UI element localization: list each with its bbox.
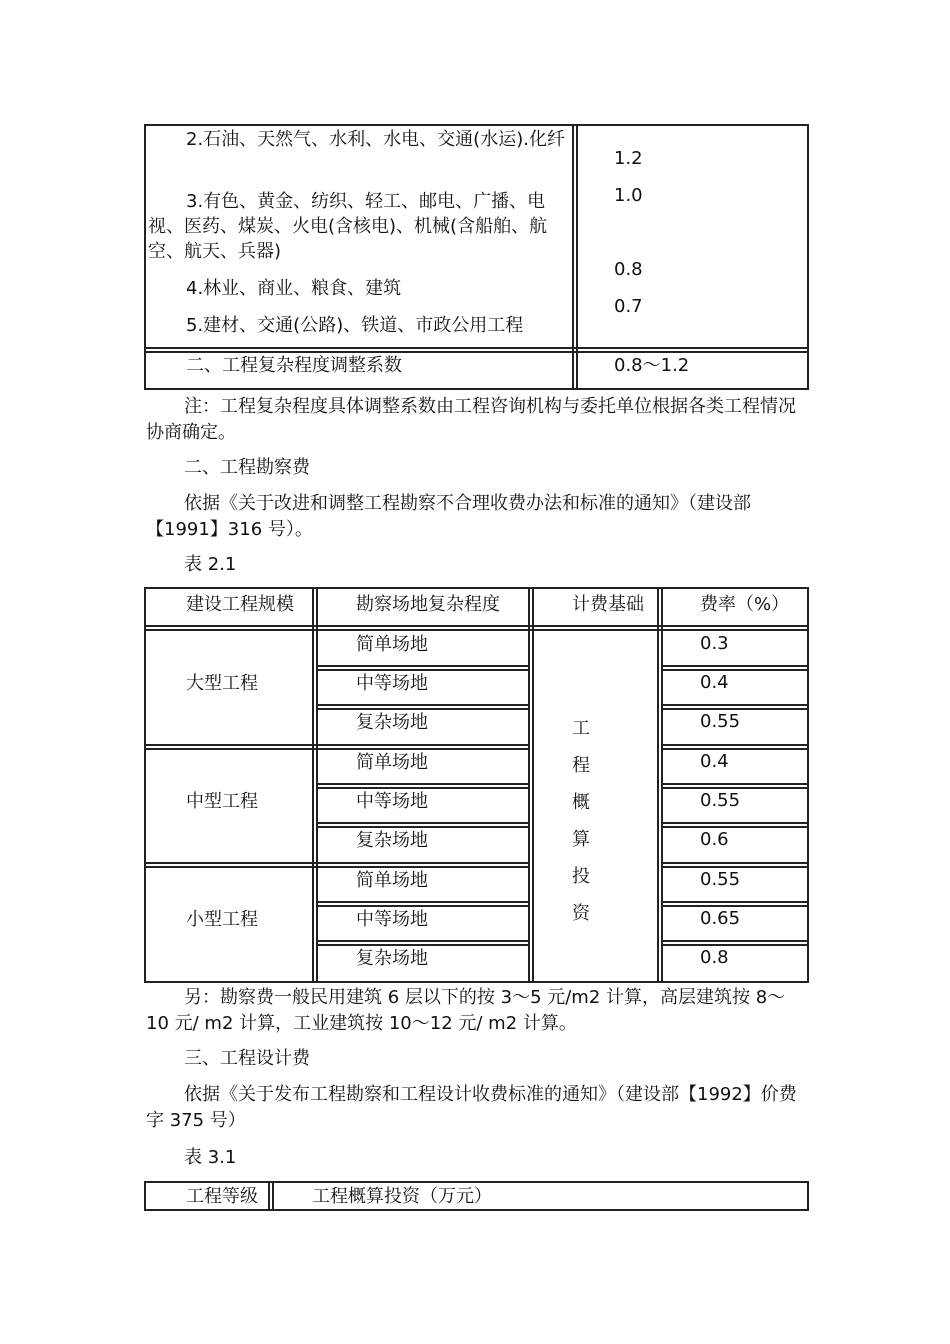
table2-basis-char: 程: [572, 755, 590, 776]
table1-footer-value: 0.8～1.2: [614, 355, 690, 376]
table2-row-divider: [661, 826, 809, 828]
table2-row-divider: [661, 704, 809, 706]
table2-site: 简单场地: [356, 752, 428, 773]
section-2-title: 二、工程勘察费: [184, 457, 310, 478]
note-1: 注：工程复杂程度具体调整系数由工程咨询机构与委托单位根据各类工程情况协商确定。: [146, 396, 796, 443]
table2-row-divider: [316, 665, 530, 667]
table2-basis-char: 工: [572, 718, 590, 739]
table2-row-divider: [316, 862, 530, 864]
table2-rate: 0.4: [700, 751, 729, 772]
note-2: 另：勘察费一般民用建筑 6 层以下的按 3～5 元/m2 计算，高层建筑按 8～10 元/ m2 计算，工业建筑按 10～12 元/ m2 计算。: [146, 987, 786, 1034]
table2-row-divider: [661, 783, 809, 785]
table2-caption: 表 2.1: [184, 554, 237, 575]
section-3-basis: 依据《关于发布工程勘察和工程设计收费标准的通知》（建设部【1992】价费字 375 号）: [146, 1084, 797, 1131]
table2-site: 中等场地: [356, 673, 428, 694]
table2-row-divider: [661, 940, 809, 942]
table1-item-2: 2.石油、天然气、水利、水电、交通(水运).化纤: [186, 129, 565, 150]
table2-row-divider: [661, 665, 809, 667]
table1-value: 1.2: [614, 148, 643, 169]
table2-scale: 中型工程: [186, 791, 258, 812]
table2-scale: 大型工程: [186, 673, 258, 694]
table1-item-4: 4.林业、商业、粮食、建筑: [186, 278, 402, 299]
table2-row-divider: [316, 940, 530, 942]
section-3-title: 三、工程设计费: [184, 1048, 310, 1069]
table1-value: 0.8: [614, 259, 643, 280]
table2-basis-char: 算: [572, 829, 590, 850]
table2-basis-char: 投: [572, 866, 590, 887]
table3-header-investment: 工程概算投资（万元）: [312, 1186, 492, 1207]
table2-row-divider: [316, 783, 530, 785]
table2-row-divider: [661, 944, 809, 946]
table2-header-scale: 建设工程规模: [186, 594, 294, 615]
table2-site: 复杂场地: [356, 712, 428, 733]
table2-row-divider: [316, 901, 530, 903]
table2-rate: 0.65: [700, 908, 741, 929]
table3-caption: 表 3.1: [184, 1147, 237, 1168]
table2-rate: 0.8: [700, 947, 729, 968]
table1-value: 0.7: [614, 296, 643, 317]
table1-item-5: 5.建材、交通(公路)、铁道、市政公用工程: [186, 315, 524, 336]
table2-site: 复杂场地: [356, 948, 428, 969]
section-2-basis: 依据《关于改进和调整工程勘察不合理收费办法和标准的通知》（建设部【1991】316 号）。: [146, 493, 751, 540]
table2-row-divider: [316, 704, 530, 706]
table2-row-divider: [661, 862, 809, 864]
table2-row-divider: [661, 744, 809, 746]
table2-row-divider: [661, 901, 809, 903]
table2-rate: 0.6: [700, 829, 729, 850]
table2-rate: 0.55: [700, 790, 741, 811]
table2-site: 中等场地: [356, 909, 428, 930]
table2-row-divider: [316, 744, 530, 746]
table2-rate: 0.55: [700, 869, 741, 890]
table2-site: 简单场地: [356, 870, 428, 891]
table2-row-divider: [661, 669, 809, 671]
table2-row-divider: [661, 748, 809, 750]
table2-header-rate: 费率（%）: [700, 594, 790, 615]
table1-item-3: 3.有色、黄金、纺织、轻工、邮电、广播、电视、医药、煤炭、火电(含核电)、机械(含船舶、航空、航天、兵器): [148, 191, 548, 262]
table2-row-divider: [316, 822, 530, 824]
table2-header-site: 勘察场地复杂程度: [356, 594, 500, 615]
table2-basis-char: 概: [572, 792, 590, 813]
table1-value: 1.0: [614, 185, 643, 206]
table2-site: 中等场地: [356, 791, 428, 812]
table2-site: 简单场地: [356, 634, 428, 655]
table2-row-divider: [661, 822, 809, 824]
table2-rate: 0.3: [700, 633, 729, 654]
table3-header-grade: 工程等级: [186, 1186, 258, 1207]
table1-footer-label: 二、工程复杂程度调整系数: [186, 355, 402, 376]
table2-header-basis: 计费基础: [572, 594, 644, 615]
table2-scale: 小型工程: [186, 909, 258, 930]
table2-rate: 0.55: [700, 711, 741, 732]
table2-basis-char: 资: [572, 903, 590, 924]
table2-site: 复杂场地: [356, 830, 428, 851]
table2-basis-vertical: [566, 710, 596, 932]
table2-rate: 0.4: [700, 672, 729, 693]
